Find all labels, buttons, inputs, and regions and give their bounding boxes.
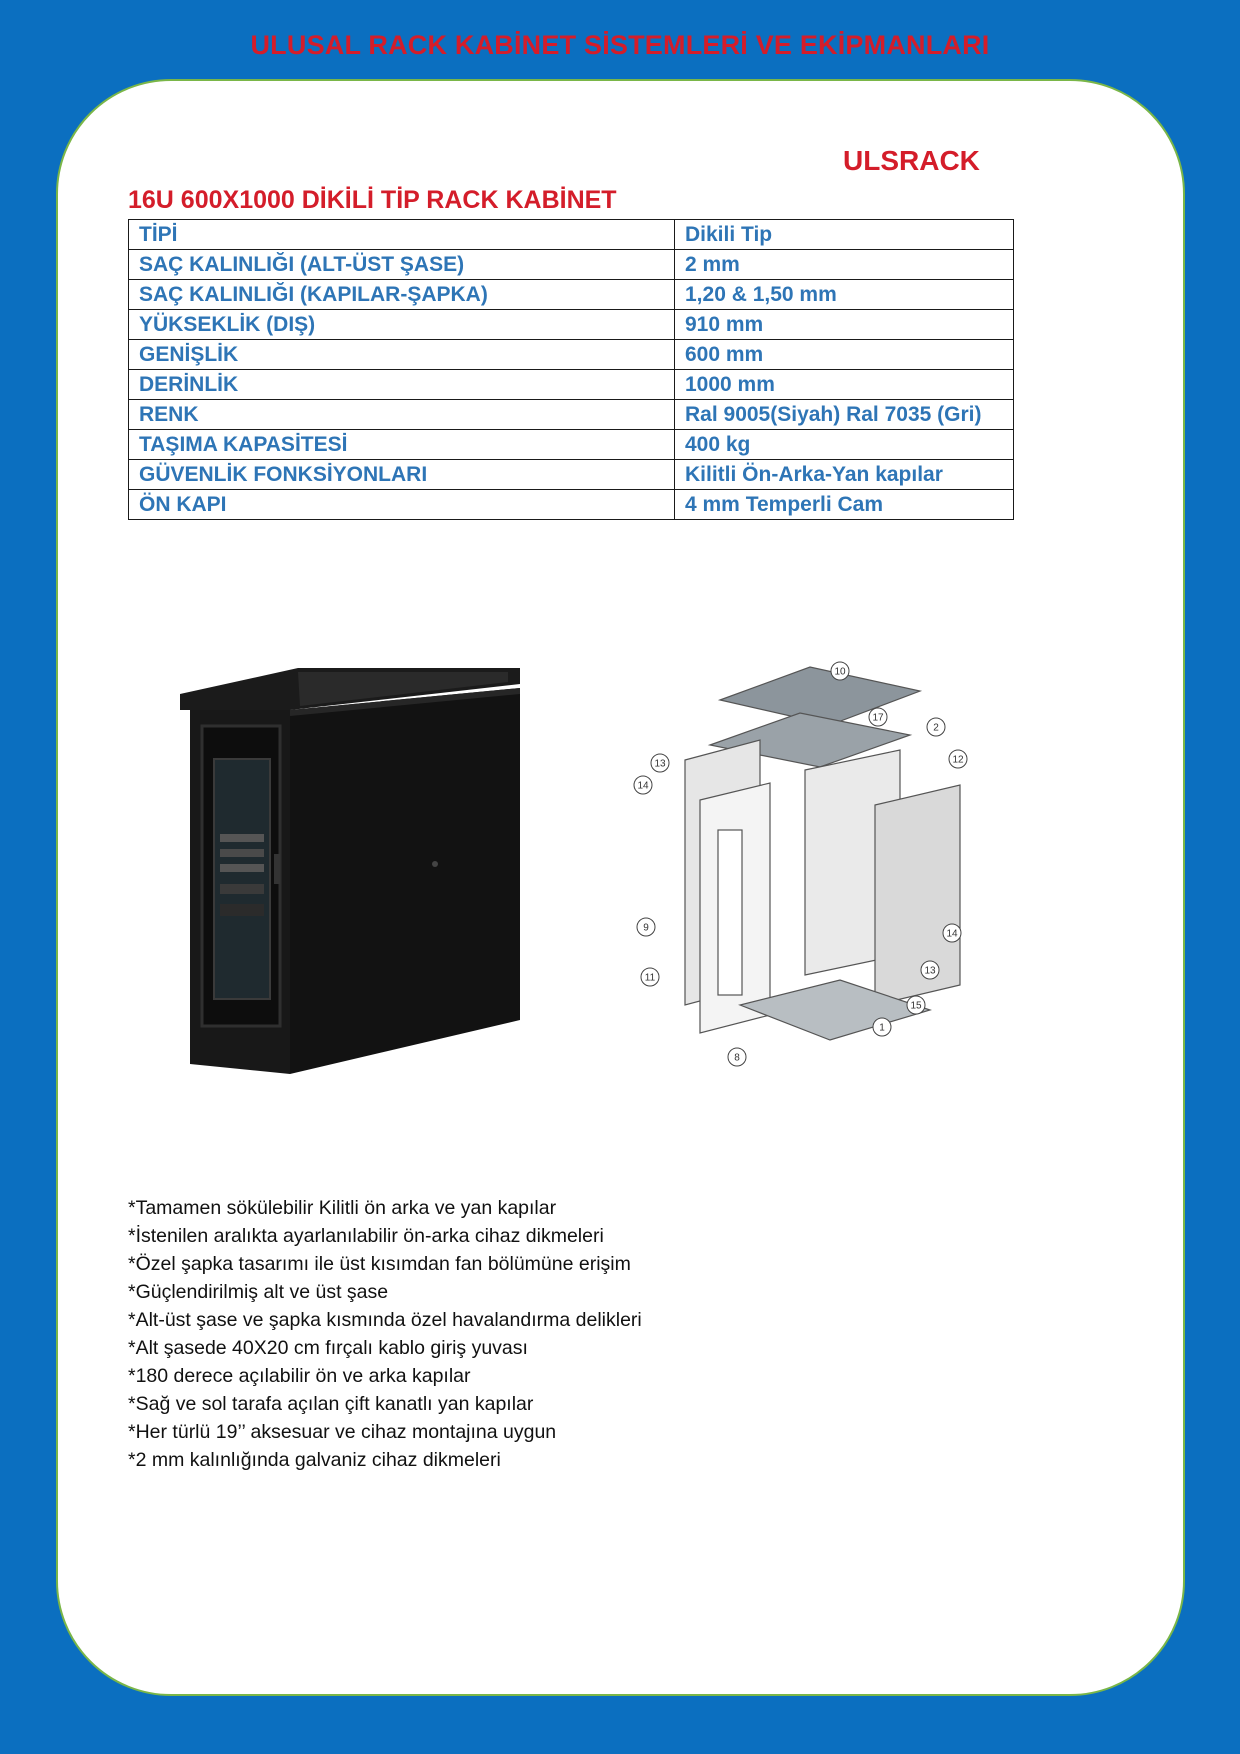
spec-label: ÖN KAPI xyxy=(129,490,675,520)
callout-label: 14 xyxy=(637,780,649,792)
spec-row xyxy=(129,280,1014,310)
spec-value: Kilitli Ön-Arka-Yan kapılar xyxy=(675,460,1014,490)
feature-item: *Sağ ve sol tarafa açılan çift kanatlı yan kapılar xyxy=(128,1393,534,1415)
callout-label: 13 xyxy=(654,758,666,770)
feature-list xyxy=(128,1194,642,1474)
callout-label: 11 xyxy=(644,972,656,984)
spec-label: YÜKSEKLİK (DIŞ) xyxy=(129,310,675,340)
spec-table xyxy=(128,219,1014,520)
callout-label: 10 xyxy=(834,666,846,678)
product-title: 16U 600X1000 DİKİLİ TİP RACK KABİNET xyxy=(128,186,617,214)
spec-row xyxy=(129,250,1014,280)
spec-row xyxy=(129,400,1014,430)
callout-label: 12 xyxy=(952,754,964,766)
feature-item: *Alt-üst şase ve şapka kısmında özel havalandırma delikleri xyxy=(128,1309,642,1331)
callout-label: 17 xyxy=(872,712,884,724)
spec-row xyxy=(129,460,1014,490)
spec-label: SAÇ KALINLIĞI (KAPILAR-ŞAPKA) xyxy=(129,280,675,310)
spec-value: 1,20 & 1,50 mm xyxy=(675,280,1014,310)
spec-value: Ral 9005(Siyah) Ral 7035 (Gri) xyxy=(675,400,1014,430)
feature-item: *Güçlendirilmiş alt ve üst şase xyxy=(128,1281,389,1303)
spec-label: GÜVENLİK FONKSİYONLARI xyxy=(129,460,675,490)
spec-value: 1000 mm xyxy=(675,370,1014,400)
spec-label: TİPİ xyxy=(129,220,675,250)
page-header-title: ULUSAL RACK KABİNET SİSTEMLERİ VE EKİPMANLARI xyxy=(250,30,990,60)
feature-item: *Tamamen sökülebilir Kilitli ön arka ve yan kapılar xyxy=(128,1197,557,1219)
callout-label: 9 xyxy=(643,922,649,934)
callout-label: 15 xyxy=(910,1000,922,1012)
feature-item: *2 mm kalınlığında galvaniz cihaz dikmeleri xyxy=(128,1449,501,1471)
spec-value: 910 mm xyxy=(675,310,1014,340)
cabinet-exploded-diagram xyxy=(637,655,1020,1085)
spec-row xyxy=(129,490,1014,520)
spec-label: SAÇ KALINLIĞI (ALT-ÜST ŞASE) xyxy=(129,250,675,280)
callout-label: 14 xyxy=(946,928,958,940)
spec-row xyxy=(129,310,1014,340)
cabinet-photo xyxy=(180,664,530,1082)
spec-row xyxy=(129,430,1014,460)
feature-item: *180 derece açılabilir ön ve arka kapılar xyxy=(128,1365,471,1387)
spec-value: Dikili Tip xyxy=(675,220,1014,250)
spec-label: RENK xyxy=(129,400,675,430)
brand-name: ULSRACK xyxy=(843,145,980,176)
callout-label: 2 xyxy=(933,722,939,734)
spec-label: GENİŞLİK xyxy=(129,340,675,370)
spec-label: TAŞIMA KAPASİTESİ xyxy=(129,430,675,460)
spec-row xyxy=(129,340,1014,370)
spec-value: 2 mm xyxy=(675,250,1014,280)
spec-value: 600 mm xyxy=(675,340,1014,370)
spec-label: DERİNLİK xyxy=(129,370,675,400)
spec-row xyxy=(129,370,1014,400)
feature-item: *İstenilen aralıkta ayarlanılabilir ön-arka cihaz dikmeleri xyxy=(128,1225,604,1247)
callout-label: 8 xyxy=(734,1052,740,1064)
feature-item: *Her türlü 19’’ aksesuar ve cihaz montajına uygun xyxy=(128,1421,557,1443)
spec-value: 400 kg xyxy=(675,430,1014,460)
callout-label: 13 xyxy=(924,965,936,977)
feature-item: *Özel şapka tasarımı ile üst kısımdan fan bölümüne erişim xyxy=(128,1253,631,1275)
spec-value: 4 mm Temperli Cam xyxy=(675,490,1014,520)
callout-label: 1 xyxy=(879,1022,885,1034)
spec-row xyxy=(129,220,1014,250)
feature-item: *Alt şasede 40X20 cm fırçalı kablo giriş yuvası xyxy=(128,1337,528,1359)
